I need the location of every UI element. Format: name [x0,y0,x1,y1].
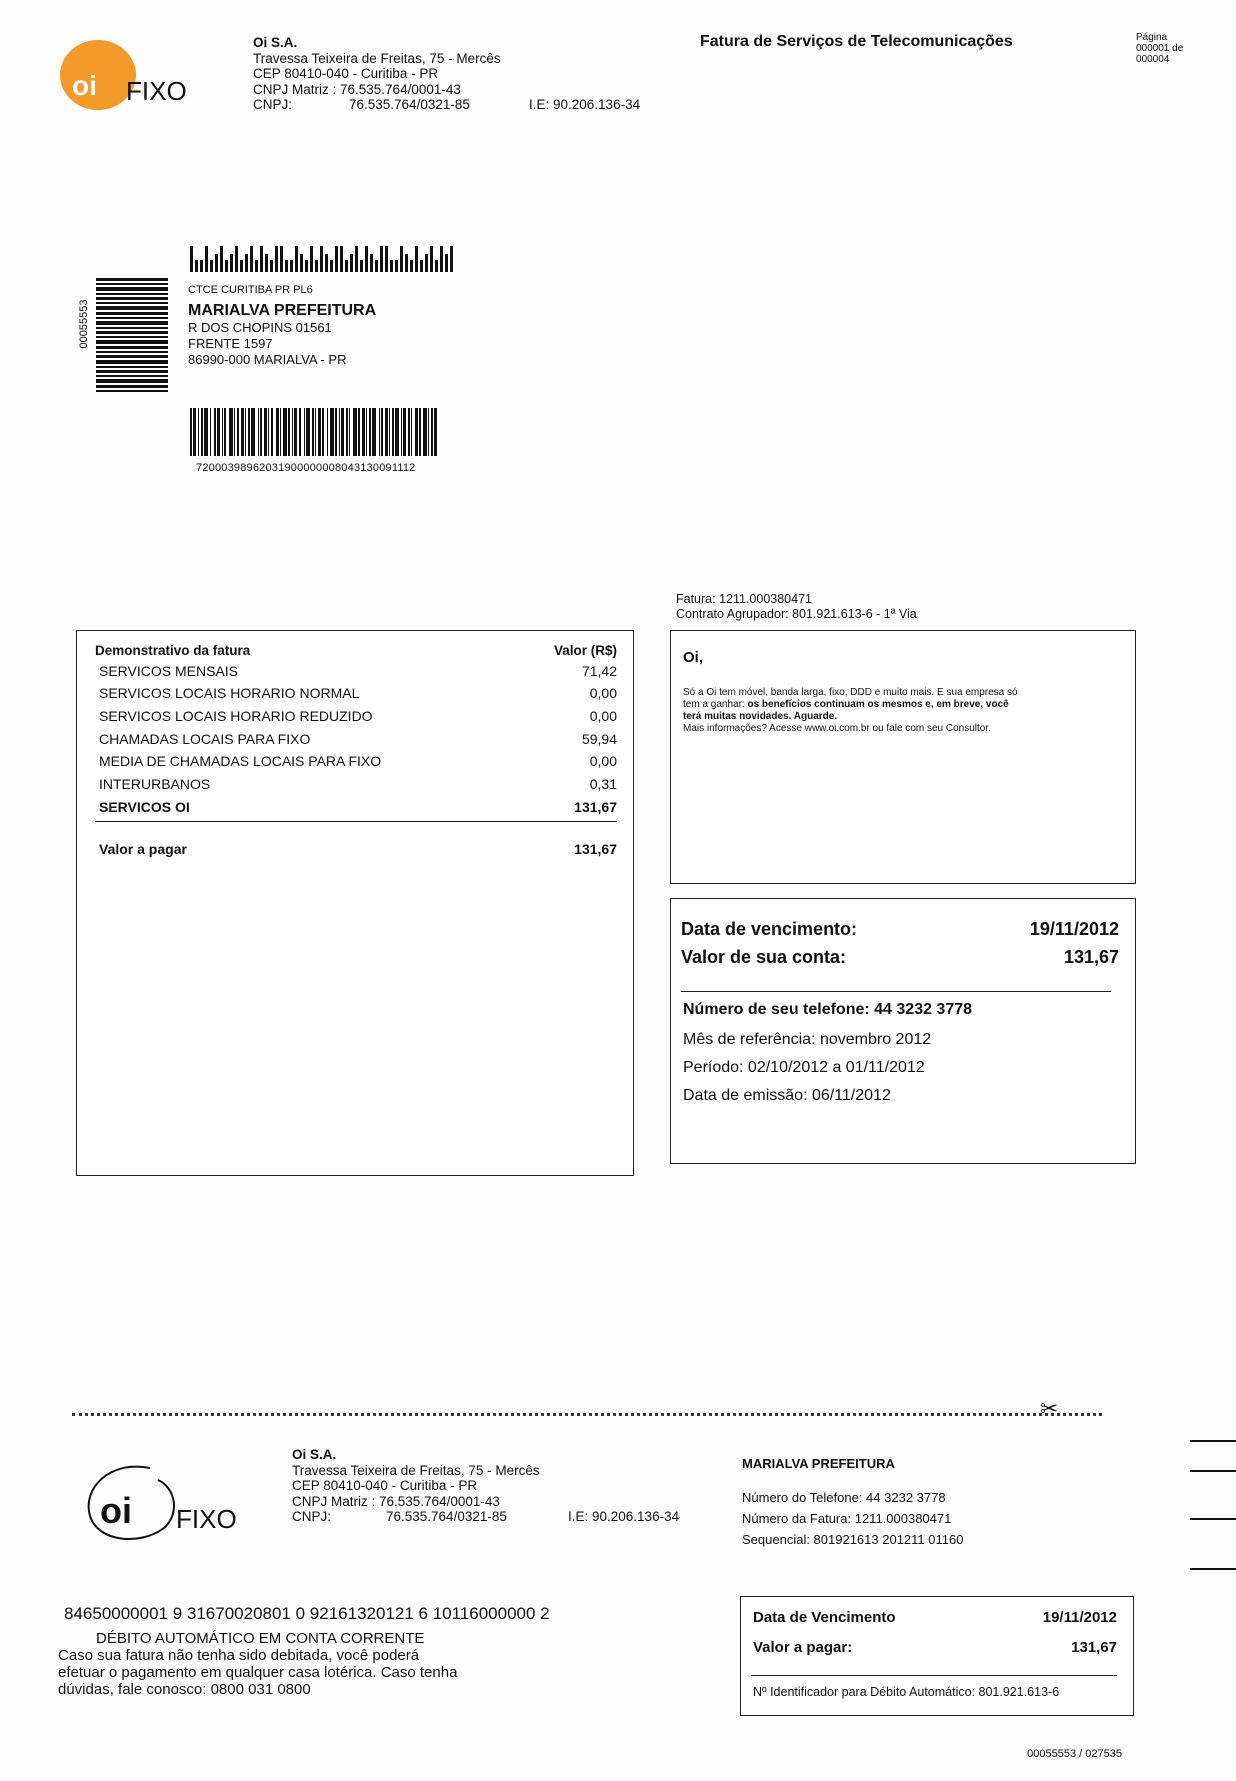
subtotal-label: SERVICOS OI [99,799,190,815]
address-barcode [190,408,437,456]
row-label: SERVICOS LOCAIS HORARIO REDUZIDO [99,708,373,724]
issue-date: Data de emissão: 06/11/2012 [683,1087,891,1104]
company-cnpj-label: CNPJ: [253,97,293,112]
statement-row [99,663,617,685]
recipient-city: 86990-000 MARIALVA - PR [188,352,347,367]
stub-company-name: Oi S.A. [292,1447,337,1462]
recipient-block [188,284,376,368]
row-value: 0,31 [589,776,617,792]
stub-divider [751,1675,1117,1676]
message-text [683,687,1129,735]
message-line [683,699,1129,711]
logo-oi-text: oi [72,70,97,101]
stub-company-cnpj-label: CNPJ: [292,1509,332,1524]
stub-customer-block [742,1456,963,1550]
side-mark-line [1190,1568,1236,1570]
row-value: 59,94 [581,731,617,747]
page-value: 000001 de [1136,43,1184,54]
autodebit-title: DÉBITO AUTOMÁTICO EM CONTA CORRENTE [96,1630,425,1647]
row-label: CHAMADAS LOCAIS PARA FIXO [99,731,311,747]
statement-row [99,708,617,730]
company-cep: CEP 80410-040 - Curitiba - PR [253,66,439,81]
stub-due-label: Data de Vencimento [753,1609,896,1626]
message-greeting: Oi, [683,649,704,666]
cut-line [72,1413,1102,1416]
logo-fixo-text: FIXO [126,76,187,106]
message-line: Mais informações? Acesse www.oi.com.br ou fale com seu Consultor. [683,723,991,734]
row-label: MEDIA DE CHAMADAS LOCAIS PARA FIXO [99,753,382,769]
stub-logo-oi: oi [100,1490,132,1531]
scissors-icon: ✂ [1040,1396,1059,1421]
side-mark-line [1190,1518,1236,1520]
due-date-value: 19/11/2012 [1029,919,1119,939]
recipient-street: R DOS CHOPINS 01561 [188,320,332,335]
summary-box [670,898,1136,1164]
subtotal-value: 131,67 [574,799,617,815]
reference-month: Mês de referência: novembro 2012 [683,1031,932,1048]
row-value: 0,00 [589,753,617,769]
stub-logo [80,1458,250,1548]
row-label: SERVICOS MENSAIS [99,663,239,679]
statement-box [76,630,634,1176]
side-matrix-barcode [96,278,168,394]
statement-title: Demonstrativo da fatura [95,643,251,658]
invoice-title: Fatura de Serviços de Telecomunicações [700,33,1013,50]
amount-value: 131,67 [1063,947,1119,967]
statement-total-row [99,841,617,863]
side-mark-line [1190,1440,1236,1442]
digitable-line: 84650000001 9 31670020801 0 92161320121 6 10116000000 2 [64,1604,550,1623]
statement-value-header: Valor (R$) [553,643,617,658]
autodebit-block [58,1630,457,1698]
autodebit-line: efetuar o pagamento em qualquer casa lotérica. Caso tenha [58,1664,458,1681]
invoice-number: Fatura: 1211.000380471 [676,592,812,606]
due-date-label: Data de vencimento: [681,919,858,939]
stub-invoice: Número da Fatura: 1211.000380471 [742,1511,952,1526]
side-mark-line [1190,1470,1236,1472]
stub-company-cnpj: 76.535.764/0321-85 [386,1509,507,1524]
row-value: 0,00 [589,708,617,724]
company-ie: I.E: 90.206.136-34 [529,97,641,112]
stub-due-value: 19/11/2012 [1042,1609,1117,1626]
autodebit-line: Caso sua fatura não tenha sido debitada, você poderá [58,1647,420,1664]
message-line-bold: terá muitas novidades. Aguarde. [683,711,838,722]
stub-amount-label: Valor a pagar: [753,1639,853,1656]
stub-company-cnpj-matriz: CNPJ Matriz : 76.535.764/0001-43 [292,1493,500,1509]
stub-company-ie: I.E: 90.206.136-34 [568,1509,680,1524]
stub-company-info [292,1447,712,1525]
statement-row [99,776,617,798]
stub-autodebit-id: Nº Identificador para Débito Automático: 801.921.613-6 [753,1685,1060,1699]
page-indicator [1136,32,1183,65]
message-line-part: tem a ganhar: [683,699,748,710]
message-line-bold: os benefícios continuam os mesmos e, em breve, você [747,699,1009,710]
contract-number: Contrato Agrupador: 801.921.613-6 - 1ª Via [676,607,917,621]
total-label: Valor a pagar [99,841,187,857]
stub-amount-value: 131,67 [1071,1639,1117,1656]
statement-row [99,753,617,775]
statement-divider [95,821,617,822]
stub-phone: Número do Telefone: 44 3232 3778 [742,1490,946,1505]
total-value: 131,67 [574,841,617,857]
recipient-name: MARIALVA PREFEITURA [188,302,377,319]
address-barcode-number: 72000398962031900000008043130091112 [196,462,416,474]
stub-payment-box [740,1596,1134,1716]
company-name: Oi S.A. [253,35,298,50]
phone-number: Número de seu telefone: 44 3232 3778 [683,1001,973,1018]
stub-sequence: Sequencial: 801921613 201211 01160 [742,1532,964,1547]
statement-subtotal-row [99,799,617,821]
statement-row [99,685,617,707]
company-cnpj-matriz: CNPJ Matriz : 76.535.764/0001-43 [253,81,461,97]
summary-divider [681,991,1111,992]
company-address: Travessa Teixeira de Freitas, 75 - Mercês [253,50,501,66]
row-label: INTERURBANOS [99,776,211,792]
autodebit-line: dúvidas, fale conosco: 0800 031 0800 [58,1681,311,1698]
oi-fixo-logo [58,30,198,110]
invoice-reference [676,592,917,622]
statement-row [99,731,617,753]
message-box [670,630,1136,884]
company-cnpj: 76.535.764/0321-85 [349,97,470,112]
billing-period: Período: 02/10/2012 a 01/11/2012 [683,1059,925,1076]
stub-logo-fixo: FIXO [176,1504,237,1534]
row-value: 0,00 [589,685,617,701]
side-code: 00055553 [78,299,90,349]
page-label: Página [1136,32,1168,43]
footer-code: 00055553 / 027535 [1027,1748,1122,1760]
recipient-complement: FRENTE 1597 [188,336,273,351]
stub-company-cep: CEP 80410-040 - Curitiba - PR [292,1478,478,1493]
message-line: Só a Oi tem móvel, banda larga, fixo, DDD e muito mais. E sua empresa só [683,687,1018,698]
page-total: 000004 [1136,54,1170,65]
stub-customer-name: MARIALVA PREFEITURA [742,1456,895,1471]
stub-company-address: Travessa Teixeira de Freitas, 75 - Mercês [292,1462,540,1478]
company-info [253,35,673,113]
row-label: SERVICOS LOCAIS HORARIO NORMAL [99,685,360,701]
recipient-route: CTCE CURITIBA PR PL6 [188,284,313,296]
row-value: 71,42 [581,663,617,679]
amount-label: Valor de sua conta: [681,947,847,967]
postal-barcode [190,246,455,272]
